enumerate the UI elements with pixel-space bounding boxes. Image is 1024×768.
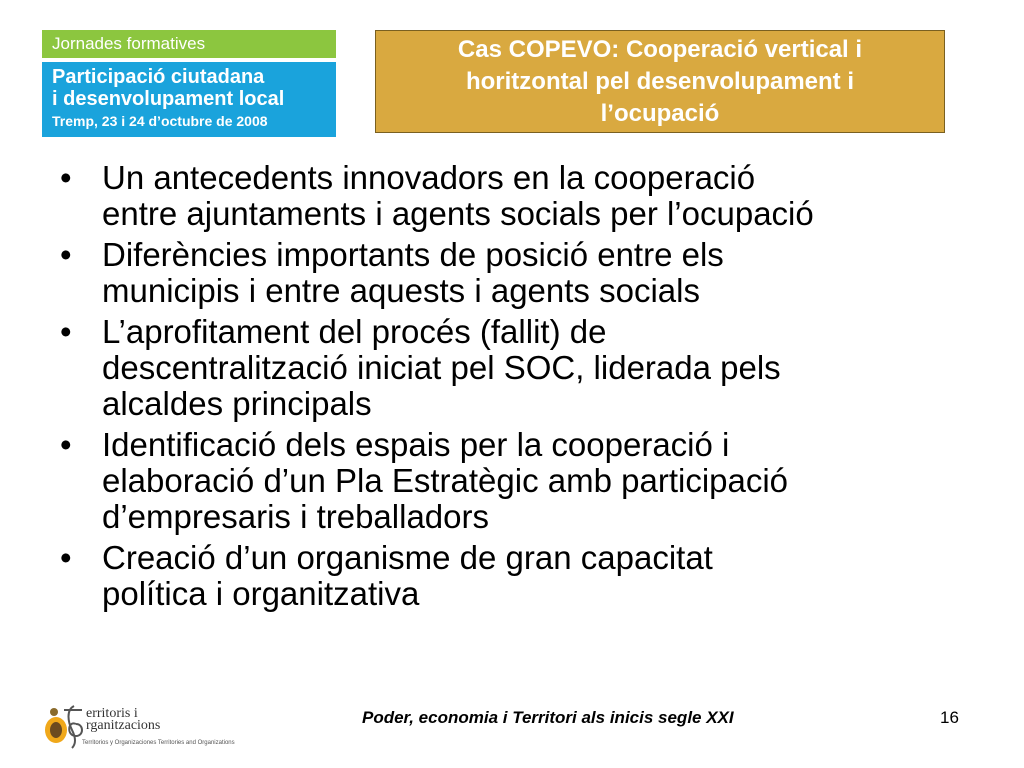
bullet-symbol: • [60, 313, 72, 350]
event-logo-band: Jornades formatives [42, 30, 336, 58]
slide-title-line3: l’ocupació [600, 99, 720, 127]
event-logo-main [42, 62, 336, 137]
bullet-text: elaboració d’un Pla Estratègic amb participació [102, 462, 789, 499]
bullet-text: alcaldes principals [102, 385, 372, 422]
bullet-symbol: • [60, 236, 72, 273]
bullet-item [58, 160, 998, 232]
event-title-line1: Participació ciutadana [52, 66, 265, 88]
bullet-text: Un antecedents innovadors en la cooperació [102, 159, 756, 196]
bullet-text: d’empresaris i treballadors [102, 498, 489, 535]
bullet-text: L’aprofitament del procés (fallit) de [102, 313, 607, 350]
organization-name-line1: erritoris i [86, 706, 138, 721]
page-number: 16 [940, 708, 959, 727]
organization-logo [42, 700, 237, 750]
bullet-item [58, 427, 998, 535]
bullet-symbol: • [60, 426, 72, 463]
slide-title [458, 34, 862, 130]
organization-name [86, 708, 160, 732]
bullet-symbol: • [60, 159, 72, 196]
bullet-text: Creació d’un organisme de gran capacitat [102, 539, 713, 576]
bullet-list [58, 160, 998, 617]
bullet-item [58, 314, 998, 422]
organization-name-line2: rganitzacions [86, 718, 161, 733]
slide-title-line1: Cas COPEVO: Cooperació vertical i [457, 35, 863, 63]
bullet-text: política i organitzativa [102, 575, 420, 612]
organization-tagline: Territorios y Organizaciones Territories and Organizations [82, 740, 235, 746]
bullet-text: Diferències importants de posició entre els [102, 236, 724, 273]
event-title-line2: i desenvolupament local [52, 88, 285, 110]
bullet-text: descentralització iniciat pel SOC, liderada pels [102, 349, 781, 386]
bullet-text: Identificació dels espais per la cooperació i [102, 426, 730, 463]
bullet-item [58, 540, 998, 612]
bullet-text: municipis i entre aquests i agents socials [102, 272, 700, 309]
slide-title-box [375, 30, 945, 133]
event-logo [42, 30, 336, 137]
footer-text: Poder, economia i Territori als inicis segle XXI [362, 708, 734, 727]
event-date: Tremp, 23 i 24 d’octubre de 2008 [52, 113, 268, 129]
bullet-item [58, 237, 998, 309]
bullet-symbol: • [60, 539, 72, 576]
slide-title-line2: horitzontal pel desenvolupament i [465, 67, 855, 95]
bullet-text: entre ajuntaments i agents socials per l’ocupació [102, 195, 814, 232]
